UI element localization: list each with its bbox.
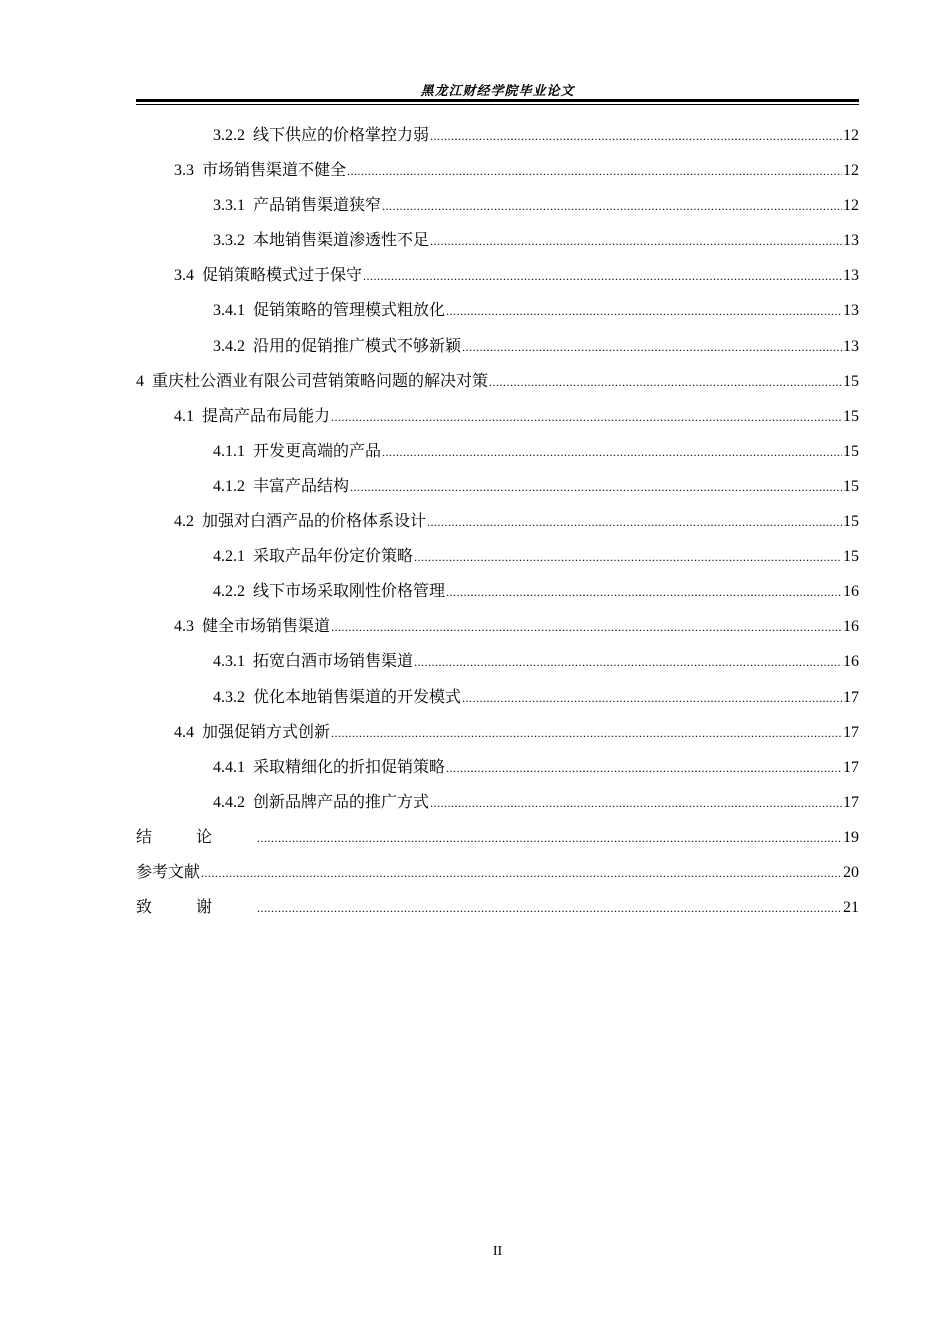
toc-entry[interactable] <box>136 503 859 538</box>
toc-entry[interactable] <box>136 608 859 643</box>
toc-entry-page: 13 <box>843 337 859 355</box>
toc-entry[interactable] <box>136 854 859 889</box>
toc-entry[interactable] <box>136 784 859 819</box>
header-rule-thick <box>136 99 859 102</box>
toc-entry-number: 4 <box>136 372 144 390</box>
toc-leader-dots <box>446 294 842 329</box>
toc-entry-number: 4.1.2 <box>213 477 245 495</box>
toc-leader-dots <box>347 154 842 189</box>
toc-entry[interactable] <box>136 679 859 714</box>
toc-entry-page: 17 <box>843 793 859 811</box>
toc-leader-dots <box>414 645 842 680</box>
toc-entry-number: 4.1.1 <box>213 442 245 460</box>
toc-entry[interactable] <box>136 328 859 363</box>
toc-entry[interactable] <box>136 749 859 784</box>
toc-entry[interactable] <box>136 538 859 573</box>
toc-entry-page: 16 <box>843 618 859 636</box>
running-header: 黑龙江财经学院毕业论文 <box>420 84 575 99</box>
toc-entry-number: 3.3.1 <box>213 197 245 215</box>
toc-entry[interactable] <box>136 819 859 854</box>
toc-leader-dots <box>350 470 842 505</box>
toc-entry-title: 加强促销方式创新 <box>202 721 331 741</box>
toc-leader-dots <box>331 716 842 751</box>
toc-entry-title: 拓宽白酒市场销售渠道 <box>253 651 414 671</box>
toc-entry-page: 17 <box>843 688 859 706</box>
toc-leader-dots <box>430 119 842 154</box>
toc-entry-title: 丰富产品结构 <box>253 475 350 495</box>
toc-entry-number: 4.4 <box>174 723 194 741</box>
toc-entry-title: 本地销售渠道渗透性不足 <box>253 230 430 250</box>
toc-leader-dots <box>430 786 842 821</box>
toc-entry-number: 3.4.2 <box>213 337 245 355</box>
toc-leader-dots <box>331 400 842 435</box>
table-of-contents <box>136 117 859 924</box>
toc-entry-number: 4.3.1 <box>213 653 245 671</box>
toc-entry-page: 15 <box>843 372 859 390</box>
toc-entry-number: 3.4.1 <box>213 302 245 320</box>
toc-entry-title: 产品销售渠道狭窄 <box>253 195 382 215</box>
toc-entry-title: 致谢 <box>136 897 257 917</box>
toc-entry-page: 19 <box>843 828 859 846</box>
toc-entry-page: 13 <box>843 232 859 250</box>
toc-entry-number: 4.3.2 <box>213 688 245 706</box>
toc-entry-title: 促销策略模式过于保守 <box>202 265 363 285</box>
toc-entry[interactable] <box>136 889 859 924</box>
toc-leader-dots <box>430 224 842 259</box>
toc-entry-page: 12 <box>843 127 859 144</box>
toc-entry[interactable] <box>136 222 859 257</box>
toc-entry-title: 健全市场销售渠道 <box>202 616 331 636</box>
toc-entry-page: 16 <box>843 583 859 601</box>
toc-entry-title: 提高产品布局能力 <box>202 405 331 425</box>
toc-leader-dots <box>363 259 842 294</box>
toc-entry-title: 线下供应的价格掌控力弱 <box>253 125 430 144</box>
toc-leader-dots <box>382 189 842 224</box>
toc-entry[interactable] <box>136 257 859 292</box>
toc-entry[interactable] <box>136 643 859 678</box>
toc-entry-title: 采取产品年份定价策略 <box>253 546 414 566</box>
toc-entry-number: 4.2 <box>174 513 194 531</box>
toc-entry[interactable] <box>136 152 859 187</box>
toc-entry-number: 4.4.2 <box>213 793 245 811</box>
toc-entry[interactable] <box>136 363 859 398</box>
toc-entry[interactable] <box>136 714 859 749</box>
toc-entry-page: 16 <box>843 653 859 671</box>
toc-entry[interactable] <box>136 187 859 222</box>
toc-entry-title: 开发更高端的产品 <box>253 440 382 460</box>
toc-leader-dots <box>382 435 842 470</box>
toc-entry-title: 线下市场采取刚性价格管理 <box>253 581 446 601</box>
toc-entry[interactable] <box>136 292 859 327</box>
toc-leader-dots <box>446 751 842 786</box>
toc-entry-title: 结论 <box>136 826 257 846</box>
toc-leader-dots <box>201 856 842 891</box>
toc-entry-title: 市场销售渠道不健全 <box>202 160 347 180</box>
toc-entry-page: 15 <box>843 407 859 425</box>
toc-entry-page: 20 <box>843 863 859 881</box>
toc-entry-page: 12 <box>843 162 859 180</box>
toc-entry-number: 3.3 <box>174 162 194 180</box>
toc-leader-dots <box>489 365 842 400</box>
toc-entry-page: 15 <box>843 548 859 566</box>
toc-leader-dots <box>414 540 842 575</box>
toc-entry-page: 13 <box>843 267 859 285</box>
toc-entry-title: 参考文献 <box>136 861 201 881</box>
toc-entry[interactable] <box>136 573 859 608</box>
toc-entry-page: 15 <box>843 442 859 460</box>
toc-entry-page: 15 <box>843 477 859 495</box>
toc-entry-title: 沿用的促销推广模式不够新颖 <box>253 335 462 355</box>
toc-leader-dots <box>462 330 842 365</box>
toc-entry-number: 4.1 <box>174 407 194 425</box>
toc-entry-page: 17 <box>843 723 859 741</box>
toc-entry-page: 21 <box>843 899 859 917</box>
toc-entry-page: 12 <box>843 197 859 215</box>
toc-entry-title: 促销策略的管理模式粗放化 <box>253 300 446 320</box>
toc-leader-dots <box>427 505 842 540</box>
toc-leader-dots <box>331 610 842 645</box>
toc-leader-dots <box>257 891 842 926</box>
toc-entry-number: 4.2.1 <box>213 548 245 566</box>
toc-leader-dots <box>446 575 842 610</box>
toc-entry-title: 加强对白酒产品的价格体系设计 <box>202 511 427 531</box>
toc-entry-title: 采取精细化的折扣促销策略 <box>253 756 446 776</box>
toc-entry-number: 3.2.2 <box>213 127 245 144</box>
toc-entry-page: 17 <box>843 758 859 776</box>
header-rule-thin <box>136 104 859 105</box>
toc-entry-title: 重庆杜公酒业有限公司营销策略问题的解决对策 <box>152 370 489 390</box>
toc-entry[interactable] <box>136 433 859 468</box>
toc-entry-number: 3.4 <box>174 267 194 285</box>
toc-entry-title: 创新品牌产品的推广方式 <box>253 791 430 811</box>
toc-entry-number: 3.3.2 <box>213 232 245 250</box>
toc-entry[interactable] <box>136 398 859 433</box>
toc-leader-dots <box>257 821 842 856</box>
toc-entry[interactable] <box>136 117 859 152</box>
page-number: II <box>492 1244 503 1259</box>
toc-entry-page: 13 <box>843 302 859 320</box>
toc-entry-page: 15 <box>843 513 859 531</box>
toc-entry-number: 4.3 <box>174 618 194 636</box>
toc-entry-title: 优化本地销售渠道的开发模式 <box>253 686 462 706</box>
toc-entry-number: 4.4.1 <box>213 758 245 776</box>
toc-entry[interactable] <box>136 468 859 503</box>
toc-entry-number: 4.2.2 <box>213 583 245 601</box>
toc-leader-dots <box>462 681 842 716</box>
